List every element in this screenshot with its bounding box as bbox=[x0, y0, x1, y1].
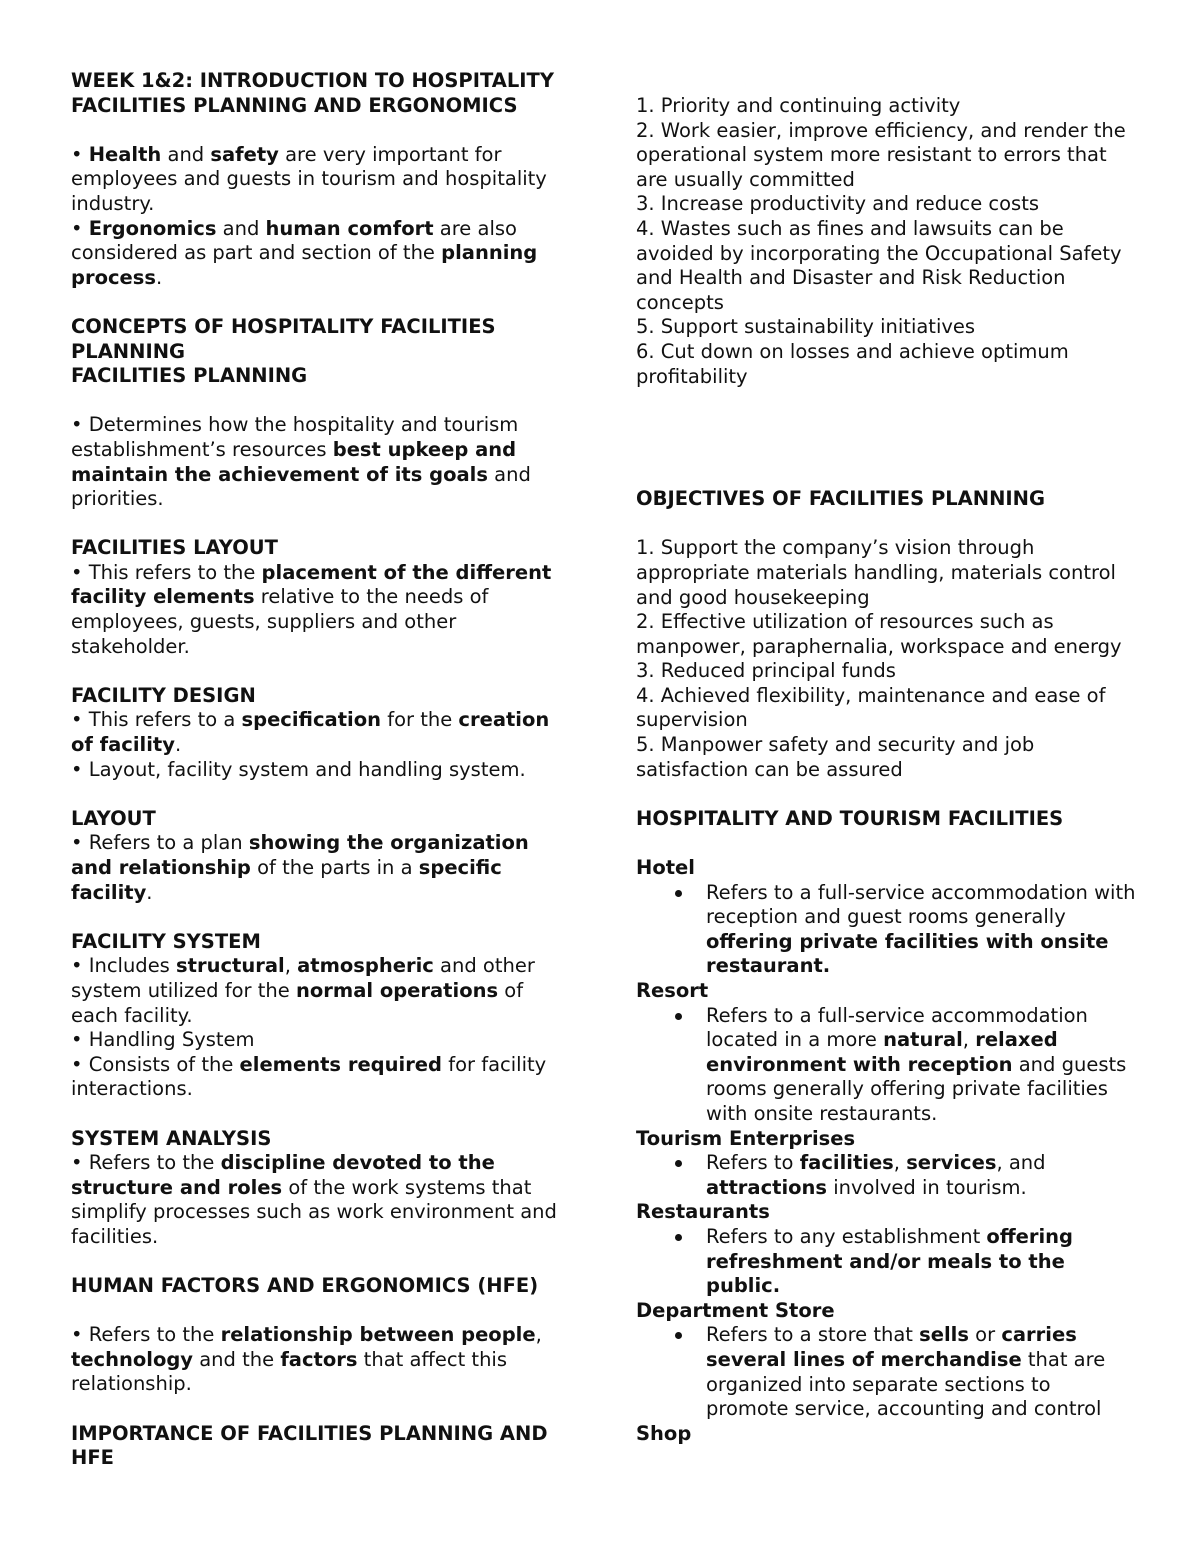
department-store-title: Department Store bbox=[636, 1298, 835, 1322]
right-column bbox=[636, 94, 1136, 1446]
importance-list bbox=[636, 94, 1136, 389]
importance-heading: IMPORTANCE OF FACILITIES PLANNING AND HFE bbox=[71, 1421, 548, 1470]
list-item: Refers to a full-service accommodation located in a more natural, relaxed environment with reception and guests rooms generally offering private facilities with onsite restaurants. bbox=[706, 1004, 1136, 1127]
facility-system-text: • Includes structural, atmospheric and other system utilized for the normal operations of each facility. bbox=[71, 954, 535, 1027]
title-line-1: WEEK 1&2: INTRODUCTION TO HOSPITALITY bbox=[71, 69, 554, 92]
list-item: 2. Work easier, improve efficiency, and render the operational system more resistant to errors that are usually committed bbox=[636, 118, 1126, 191]
facilities-heading: HOSPITALITY AND TOURISM FACILITIES bbox=[636, 806, 1064, 830]
facilities-layout-text: • This refers to the placement of the different facility elements relative to the needs of employees, guests, suppliers and other stakeholder. bbox=[71, 560, 552, 658]
shop-title: Shop bbox=[636, 1421, 692, 1445]
resort-list bbox=[636, 1004, 1136, 1127]
list-item: 3. Increase productivity and reduce costs bbox=[636, 192, 1040, 216]
list-item: 6. Cut down on losses and achieve optimum profitability bbox=[636, 339, 1069, 388]
tourism-enterprises-title: Tourism Enterprises bbox=[636, 1126, 856, 1150]
layout-text: • Refers to a plan showing the organization and relationship of the parts in a specific facility. bbox=[71, 831, 529, 904]
document-title bbox=[71, 69, 571, 118]
department-store-list bbox=[636, 1323, 1136, 1421]
list-item: 3. Reduced principal funds bbox=[636, 659, 896, 683]
facility-system-heading: FACILITY SYSTEM bbox=[71, 929, 261, 953]
tourism-list bbox=[636, 1151, 1136, 1200]
handling-system-line: • Handling System bbox=[71, 1028, 255, 1052]
list-item: Refers to any establishment offering refreshment and/or meals to the public. bbox=[706, 1225, 1136, 1299]
hotel-title: Hotel bbox=[636, 856, 695, 880]
restaurants-title: Restaurants bbox=[636, 1200, 770, 1224]
facilities-layout-heading: FACILITIES LAYOUT bbox=[71, 536, 278, 560]
list-item: 4. Achieved flexibility, maintenance and ease of supervision bbox=[636, 683, 1106, 732]
list-item: 5. Manpower safety and security and job satisfaction can be assured bbox=[636, 733, 1035, 781]
left-column bbox=[71, 69, 571, 1471]
concepts-heading: CONCEPTS OF HOSPITALITY FACILITIES PLANNING bbox=[71, 314, 496, 363]
list-item: 1. Support the company’s vision through appropriate materials handling, materials control and good housekeeping bbox=[636, 536, 1116, 609]
list-item: 1. Priority and continuing activity bbox=[636, 94, 961, 117]
list-item: 4. Wastes such as fines and lawsuits can be avoided by incorporating the Occupational Safety and Health and Disaster and Risk Reduction concepts bbox=[636, 216, 1122, 314]
facilities-planning-text: • Determines how the hospitality and tourism establishment’s resources best upkeep and maintain the achievement of its goals and priorities. bbox=[71, 413, 531, 511]
list-item: 2. Effective utilization of resources such as manpower, paraphernalia, workspace and energy bbox=[636, 610, 1122, 658]
hotel-list bbox=[636, 881, 1136, 979]
system-analysis-heading: SYSTEM ANALYSIS bbox=[71, 1126, 272, 1150]
facility-design-line2: • Layout, facility system and handling system. bbox=[71, 757, 526, 781]
facility-design-heading: FACILITY DESIGN bbox=[71, 683, 256, 707]
list-item: 5. Support sustainability initiatives bbox=[636, 315, 976, 339]
list-item: Refers to facilities, services, and attractions involved in tourism. bbox=[706, 1151, 1136, 1200]
hfe-text: • Refers to the relationship between people, technology and the factors that affect this relationship. bbox=[71, 1323, 542, 1396]
elements-required-line: • Consists of the elements required for facility interactions. bbox=[71, 1052, 547, 1101]
hfe-heading: HUMAN FACTORS AND ERGONOMICS (HFE) bbox=[71, 1274, 539, 1298]
restaurants-list bbox=[636, 1225, 1136, 1299]
facility-design-text: • This refers to a specification for the creation of facility. bbox=[71, 708, 550, 757]
list-item: Refers to a store that sells or carries several lines of merchandise that are organized into separate sections to promote service, accounting and control bbox=[706, 1323, 1136, 1421]
facilities-planning-heading: FACILITIES PLANNING bbox=[71, 364, 308, 388]
title-line-2: FACILITIES PLANNING AND ERGONOMICS bbox=[71, 93, 518, 117]
objectives-heading: OBJECTIVES OF FACILITIES PLANNING bbox=[636, 487, 1045, 511]
intro-bullet-health: • Health and safety are very important for employees and guests in tourism and hospitality industry. bbox=[71, 142, 547, 215]
system-analysis-text: • Refers to the discipline devoted to the structure and roles of the work systems that simplify processes such as work environment and facilities. bbox=[71, 1151, 557, 1248]
objectives-list bbox=[636, 536, 1136, 782]
layout-heading: LAYOUT bbox=[71, 806, 156, 830]
intro-bullet-ergonomics: • Ergonomics and human comfort are also considered as part and section of the planning process. bbox=[71, 216, 538, 289]
resort-title: Resort bbox=[636, 979, 709, 1002]
list-item: Refers to a full-service accommodation with reception and guest rooms generally offering private facilities with onsite restaurant. bbox=[706, 880, 1136, 978]
